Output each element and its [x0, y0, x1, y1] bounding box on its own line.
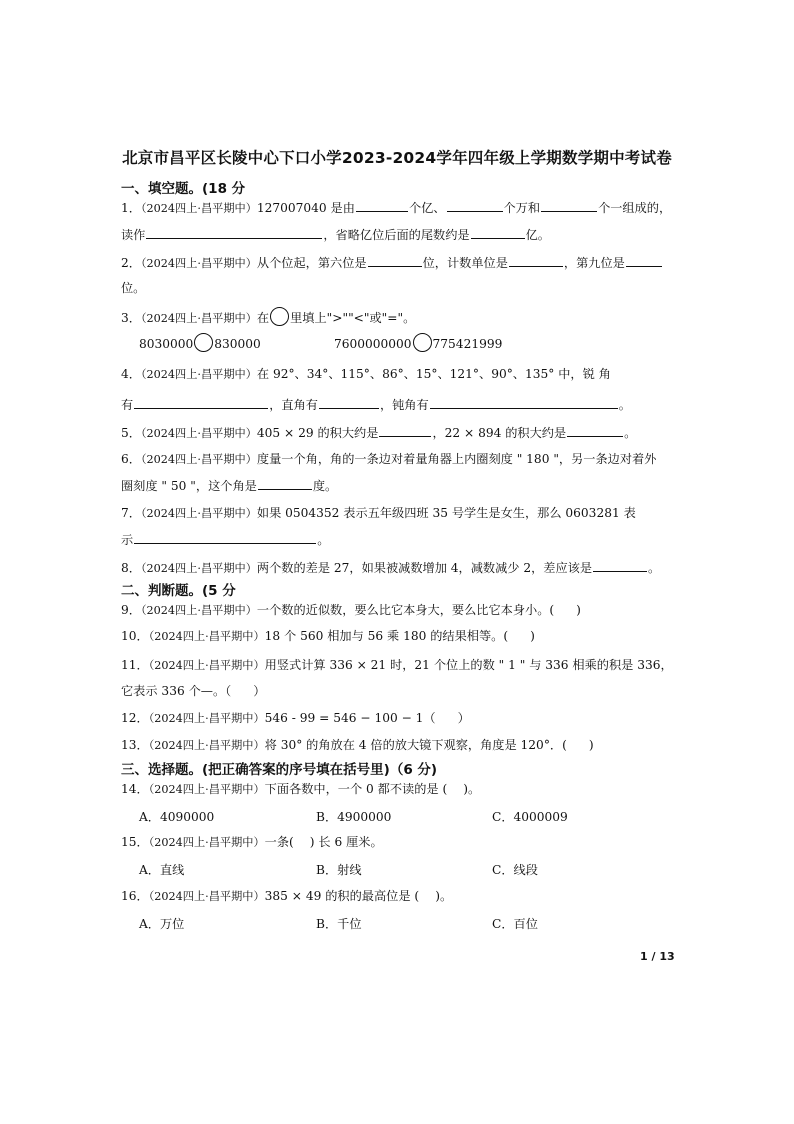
answer-blank[interactable] — [593, 559, 647, 572]
option-b[interactable]: B．千位 — [316, 917, 362, 931]
compare-circle — [270, 307, 289, 326]
option-b[interactable]: B．4900000 — [316, 810, 392, 824]
answer-blank[interactable] — [509, 254, 563, 267]
question-5: 5．（2024四上·昌平期中）405 × 29 的积大约是 ，22 × 894 的积大约是 。 — [121, 426, 637, 440]
question-16: 16．（2024四上·昌平期中）385 × 49 的积的最高位是 ( )。 — [121, 889, 453, 903]
page-number: 1 / 13 — [640, 950, 675, 963]
answer-blank[interactable] — [541, 199, 597, 212]
question-11-cont: 它表示 336 个—。（ ） — [121, 684, 266, 698]
question-15: 15．（2024四上·昌平期中）一条( ) 长 6 厘米。 — [121, 835, 383, 849]
question-9: 9．（2024四上·昌平期中）一个数的近似数，要么比它本身大，要么比它本身小。( ) — [121, 603, 581, 617]
question-12: 12．（2024四上·昌平期中）546 - 99 = 546 − 100 − 1（ ） — [121, 711, 470, 725]
option-b[interactable]: B．射线 — [316, 863, 362, 877]
question-14: 14．（2024四上·昌平期中）下面各数中，一个 0 都不读的是 ( )。 — [121, 782, 481, 796]
answer-blank[interactable] — [447, 199, 503, 212]
question-7: 7．（2024四上·昌平期中）如果 0504352 表示五年级四班 35 号学生是女生，那么 0603281 表 — [121, 506, 636, 520]
option-a[interactable]: A．4090000 — [139, 810, 215, 824]
compare-item-1: 8030000 830000 — [139, 333, 261, 352]
answer-blank[interactable] — [134, 396, 268, 409]
compare-circle[interactable] — [413, 333, 432, 352]
option-c[interactable]: C．线段 — [492, 863, 538, 877]
section-3-heading: 三、选择题。(把正确答案的序号填在括号里)（6 分) — [121, 762, 438, 778]
compare-item-2: 7600000000 775421999 — [334, 333, 502, 352]
question-2: 2．（2024四上·昌平期中）从个位起，第六位是 位，计数单位是 ，第九位是 — [121, 254, 663, 272]
question-1: 1．（2024四上·昌平期中）127007040 是由 个亿、 个万和 个一组成的， — [121, 201, 672, 215]
option-c[interactable]: C．4000009 — [492, 810, 568, 824]
answer-blank[interactable] — [134, 531, 316, 544]
answer-blank[interactable] — [368, 254, 422, 267]
question-8: 8．（2024四上·昌平期中）两个数的差是 27，如果被减数增加 4，减数减少 2，差应该是 。 — [121, 561, 661, 575]
answer-blank[interactable] — [567, 424, 623, 437]
answer-blank[interactable] — [430, 396, 618, 409]
answer-blank[interactable] — [319, 396, 379, 409]
question-4: 4．（2024四上·昌平期中）在 92°、34°、115°、86°、15°、121°、90°、135° 中，锐 角 — [121, 367, 611, 381]
answer-blank[interactable] — [146, 226, 322, 239]
answer-blank[interactable] — [258, 477, 312, 490]
option-a[interactable]: A．万位 — [139, 917, 185, 931]
question-6-cont: 圈刻度 " 50 "，这个角是 度。 — [121, 479, 338, 493]
answer-blank[interactable] — [379, 424, 431, 437]
question-10: 10．（2024四上·昌平期中）18 个 560 相加与 56 乘 180 的结果相等。( ) — [121, 629, 535, 643]
compare-circle[interactable] — [194, 333, 213, 352]
answer-blank[interactable] — [626, 254, 662, 267]
section-2-heading: 二、判断题。(5 分 — [121, 583, 236, 599]
question-1-cont: 读作 ，省略亿位后面的尾数约是 亿。 — [121, 228, 550, 242]
answer-blank[interactable] — [356, 199, 408, 212]
option-c[interactable]: C．百位 — [492, 917, 538, 931]
question-4-cont: 有 ，直角有 ，钝角有 。 — [121, 398, 631, 412]
answer-blank[interactable] — [471, 226, 525, 239]
question-6: 6．（2024四上·昌平期中）度量一个角，角的一条边对着量角器上内圈刻度 " 180 "，另一条边对着外 — [121, 452, 657, 466]
section-1-heading: 一、填空题。(18 分 — [121, 181, 246, 197]
page-title: 北京市昌平区长陵中心下口小学2023-2024学年四年级上学期数学期中考试卷 — [122, 149, 672, 167]
question-11: 11．（2024四上·昌平期中）用竖式计算 336 × 21 时，21 个位上的数 " 1 " 与 336 相乘的积是 336， — [121, 658, 673, 672]
question-7-cont: 示 。 — [121, 533, 330, 547]
question-3: 3．（2024四上·昌平期中）在 里填上">""<"或"="。 — [121, 307, 415, 327]
question-2-cont: 位。 — [121, 281, 146, 295]
question-13: 13．（2024四上·昌平期中）将 30° 的角放在 4 倍的放大镜下观察，角度是 120°．( ) — [121, 738, 594, 752]
option-a[interactable]: A．直线 — [139, 863, 185, 877]
